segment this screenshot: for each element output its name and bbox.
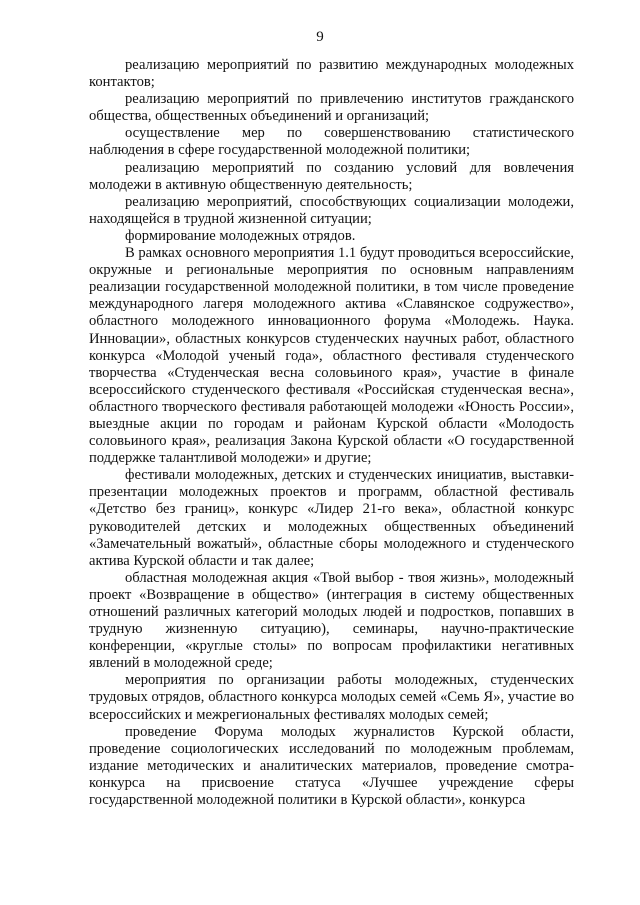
paragraph: мероприятия по организации работы молодежных, студенческих трудовых отрядов, областного конкурса молодых семей «Семь Я», участие во всероссийских и межрегиональных фестивалях молодых семей; bbox=[89, 672, 574, 723]
paragraph: областная молодежная акция «Твой выбор - твоя жизнь», молодежный проект «Возвращение в общество» (интеграция в систему общественных отношений различных категорий молодых людей и подростков, попавших в трудную жизненную ситуацию), семинары, научно-практические конференции, «круглые столы» по вопросам профилактики негативных явлений в молодежной среде; bbox=[89, 569, 574, 672]
paragraph: осуществление мер по совершенствованию статистического наблюдения в сфере государственной молодежной политики; bbox=[89, 125, 574, 159]
page-number: 9 bbox=[316, 29, 324, 45]
paragraph: реализацию мероприятий по привлечению институтов гражданского общества, общественных объединений и организаций; bbox=[89, 91, 574, 125]
paragraph: проведение Форума молодых журналистов Курской области, проведение социологических исследований по молодежным проблемам, издание методических и аналитических материалов, проведение смотра-конкурса на присвоение статуса «Лучшее учреждение сферы государственной молодежной политики в Курской области», конкурса bbox=[89, 723, 574, 809]
paragraph: реализацию мероприятий по созданию условий для вовлечения молодежи в активную общественную деятельность; bbox=[89, 159, 574, 193]
paragraph: фестивали молодежных, детских и студенческих инициатив, выставки-презентации молодежных проектов и программ, областной фестиваль «Детство без границ», конкурс «Лидер 21-го века», областной конкурс руководителей детских и молодежных общественных объединений «Замечательный вожатый», областные сборы молодежного и студенческого актива Курской области и так далее; bbox=[89, 467, 574, 569]
paragraph: формирование молодежных отрядов. bbox=[125, 227, 356, 244]
paragraph: В рамках основного мероприятия 1.1 будут проводиться всероссийские, окружные и региональные мероприятия по основным направлениям реализации государственной молодежной политики, в том числе проведение международного лагеря молодежного актива «Славянское содружество», областного молодежного инновационного форума «Молодежь. Наука. Инновации», областных конкурсов студенческих научных работ, областного конкурса «Молодой ученый года», областного фестиваля студенческого творчества «Студенческая весна соловьиного края», участие в финале всероссийского студенческого фестиваля «Российская студенческая весна», областного творческого фестиваля работающей молодежи «Юность России», выездные акции по городам и районам Курской области «Молодость соловьиного края», реализация Закона Курской области «О государственной поддержке талантливой молодежи» и другие; bbox=[89, 245, 575, 467]
paragraph: реализацию мероприятий, способствующих социализации молодежи, находящейся в трудной жизненной ситуации; bbox=[89, 193, 574, 227]
body-text bbox=[89, 57, 574, 809]
paragraph: реализацию мероприятий по развитию международных молодежных контактов; bbox=[89, 57, 574, 91]
